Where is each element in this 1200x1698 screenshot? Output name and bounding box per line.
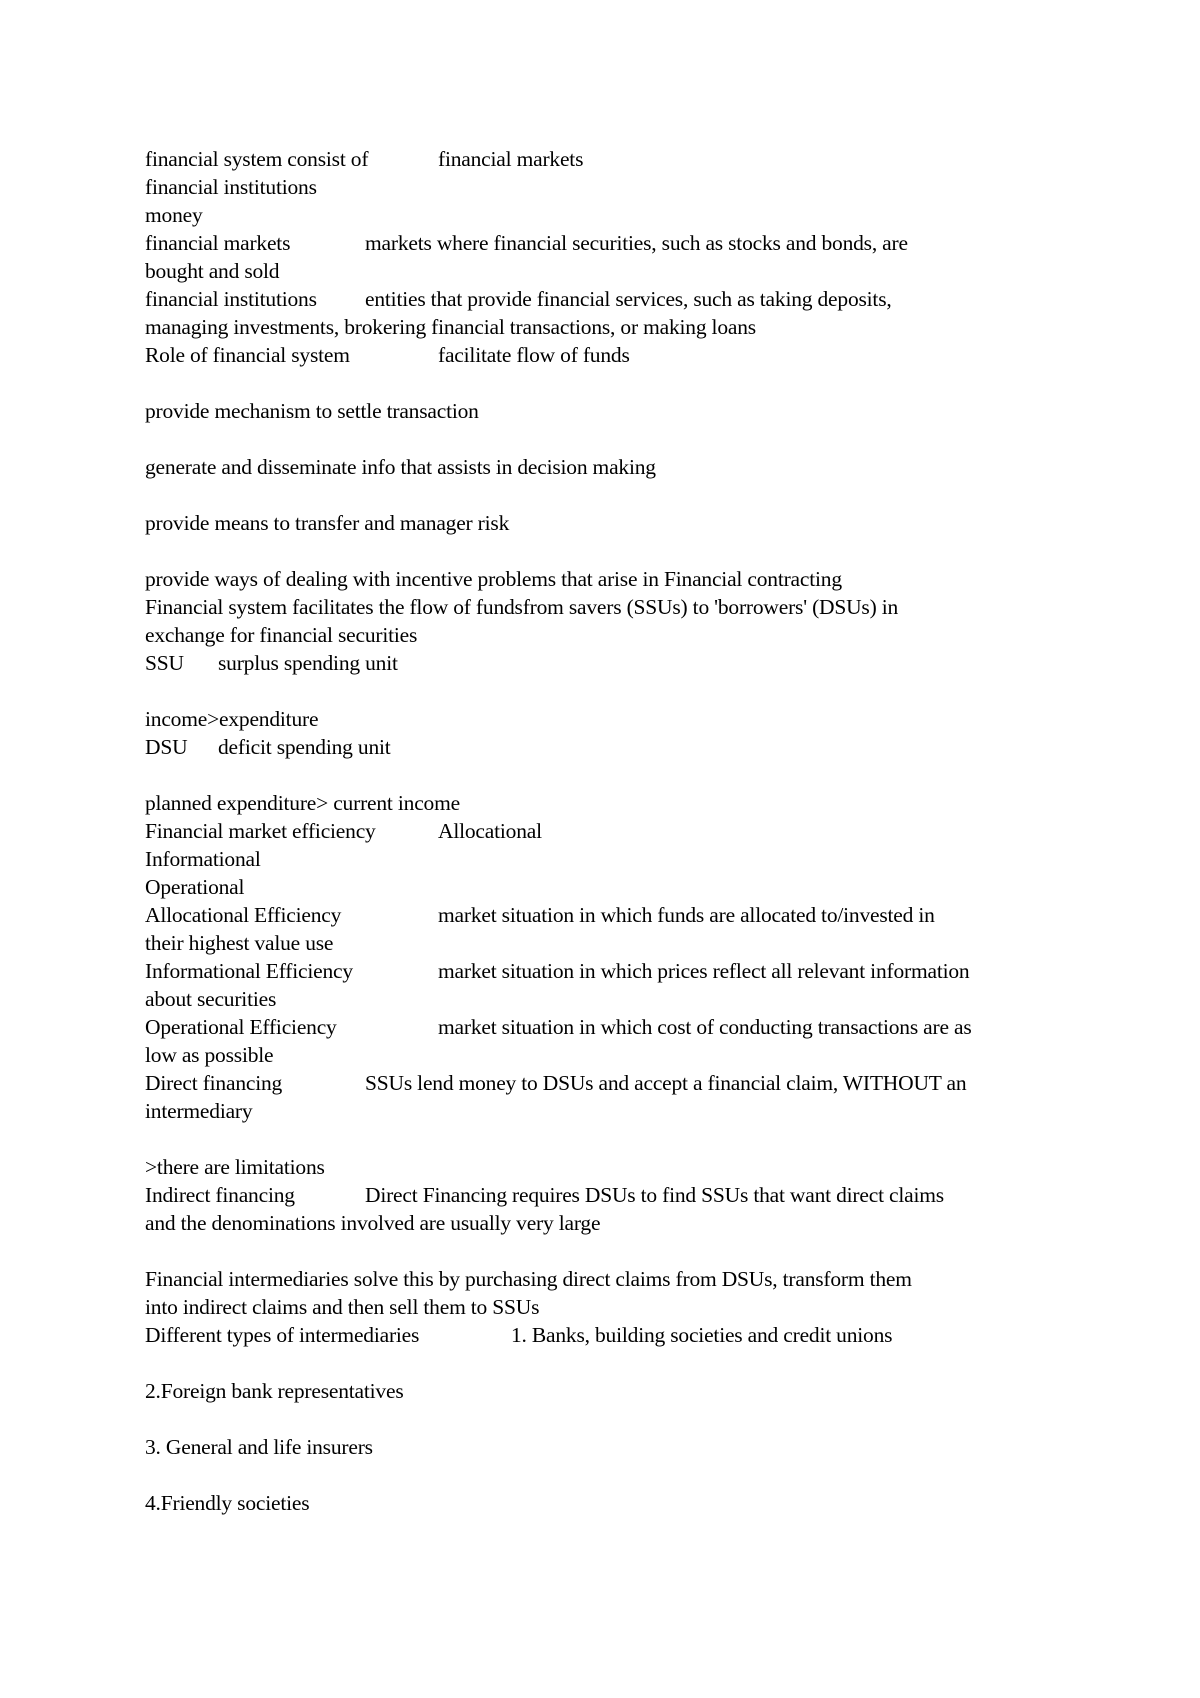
term: Operational Efficiency: [145, 1015, 337, 1039]
term: financial institutions: [145, 287, 317, 311]
definition: deficit spending unit: [218, 735, 391, 759]
line: exchange for financial securities: [145, 623, 418, 647]
line: bought and sold: [145, 259, 280, 283]
line: managing investments, brokering financial transactions, or making loans: [145, 315, 756, 339]
line: money: [145, 203, 203, 227]
line: low as possible: [145, 1043, 274, 1067]
definition: financial markets: [438, 147, 584, 171]
line: 2.Foreign bank representatives: [145, 1379, 404, 1403]
term: SSU: [145, 651, 184, 675]
line: their highest value use: [145, 931, 334, 955]
line-financial-markets: [145, 229, 1070, 257]
term: Indirect financing: [145, 1183, 295, 1207]
line-operational-efficiency: [145, 1013, 1070, 1041]
blank-line: [145, 1237, 1070, 1265]
definition: market situation in which cost of conducting transactions are as: [438, 1015, 972, 1039]
line-ssu: [145, 649, 1070, 677]
line-dsu: [145, 733, 1070, 761]
line: income>expenditure: [145, 707, 319, 731]
definition: surplus spending unit: [218, 651, 398, 675]
line: 3. General and life insurers: [145, 1435, 373, 1459]
line: provide means to transfer and manager risk: [145, 511, 510, 535]
line-direct-financing: [145, 1069, 1070, 1097]
blank-line: [145, 369, 1070, 397]
line-indirect-financing: [145, 1181, 1070, 1209]
blank-line: [145, 761, 1070, 789]
line: into indirect claims and then sell them to SSUs: [145, 1295, 540, 1319]
blank-line: [145, 481, 1070, 509]
blank-line: [145, 1349, 1070, 1377]
definition: market situation in which funds are allocated to/invested in: [438, 903, 935, 927]
line: >there are limitations: [145, 1155, 325, 1179]
term: Direct financing: [145, 1071, 283, 1095]
line: Operational: [145, 875, 245, 899]
definition: market situation in which prices reflect all relevant information: [438, 959, 970, 983]
document-page: [145, 145, 1070, 1517]
blank-line: [145, 677, 1070, 705]
definition: entities that provide financial services, such as taking deposits,: [365, 287, 892, 311]
term: financial system consist of: [145, 147, 369, 171]
blank-line: [145, 1125, 1070, 1153]
definition: markets where financial securities, such as stocks and bonds, are: [365, 231, 908, 255]
line-intermediary-types: [145, 1321, 1070, 1349]
line-financial-system: [145, 145, 1070, 173]
line: provide mechanism to settle transaction: [145, 399, 479, 423]
line: financial institutions: [145, 175, 317, 199]
term: Different types of intermediaries: [145, 1323, 420, 1347]
line-role: [145, 341, 1070, 369]
term: Role of financial system: [145, 343, 350, 367]
line-informational-efficiency: [145, 957, 1070, 985]
line: planned expenditure> current income: [145, 791, 460, 815]
line: generate and disseminate info that assists in decision making: [145, 455, 656, 479]
definition: 1. Banks, building societies and credit unions: [511, 1323, 893, 1347]
term: financial markets: [145, 231, 291, 255]
term: Informational Efficiency: [145, 959, 353, 983]
definition: SSUs lend money to DSUs and accept a financial claim, WITHOUT an: [365, 1071, 967, 1095]
line: provide ways of dealing with incentive problems that arise in Financial contracting: [145, 567, 842, 591]
line: about securities: [145, 987, 277, 1011]
line: Financial system facilitates the flow of fundsfrom savers (SSUs) to 'borrowers' (DSUs) in: [145, 595, 899, 619]
line: intermediary: [145, 1099, 253, 1123]
definition: facilitate flow of funds: [438, 343, 630, 367]
blank-line: [145, 425, 1070, 453]
blank-line: [145, 1461, 1070, 1489]
line-market-efficiency: [145, 817, 1070, 845]
line: Informational: [145, 847, 261, 871]
line: Financial intermediaries solve this by purchasing direct claims from DSUs, transform them: [145, 1267, 912, 1291]
blank-line: [145, 537, 1070, 565]
line-allocational-efficiency: [145, 901, 1070, 929]
line-financial-institutions: [145, 285, 1070, 313]
term: Allocational Efficiency: [145, 903, 342, 927]
line: 4.Friendly societies: [145, 1491, 310, 1515]
line: and the denominations involved are usually very large: [145, 1211, 601, 1235]
term: DSU: [145, 735, 188, 759]
term: Financial market efficiency: [145, 819, 376, 843]
blank-line: [145, 1405, 1070, 1433]
definition: Allocational: [438, 819, 542, 843]
definition: Direct Financing requires DSUs to find SSUs that want direct claims: [365, 1183, 944, 1207]
